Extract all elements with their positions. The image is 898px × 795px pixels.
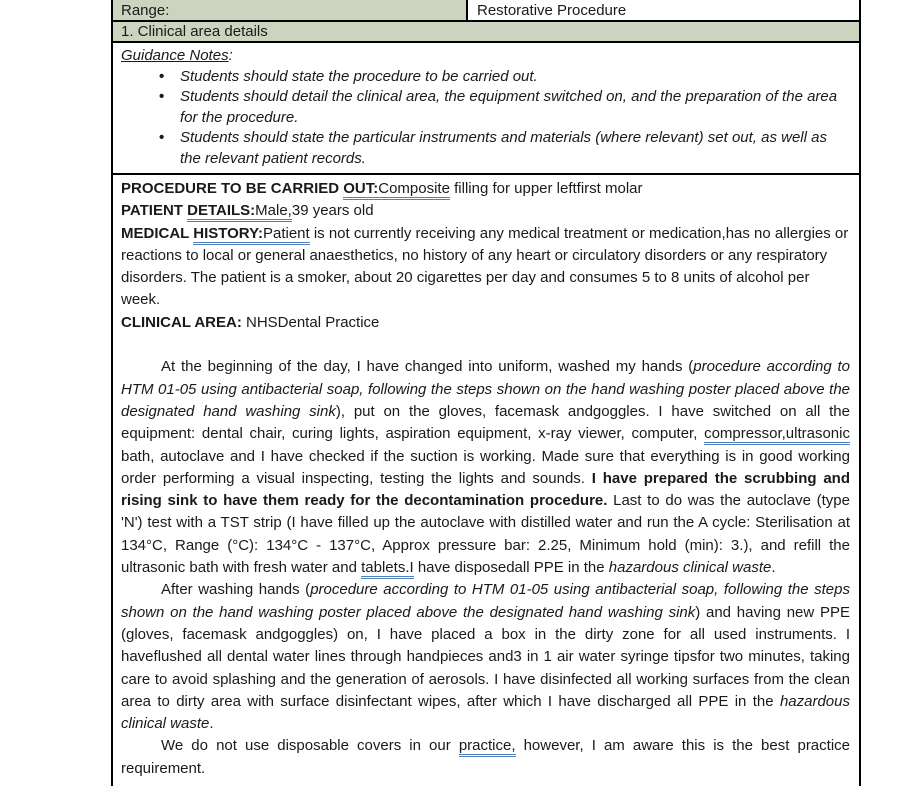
guidance-note-item: • Students should state the particular instruments and materials (where relevant) set out, as well as the relevant patient records. [121, 128, 851, 169]
text-run: procedure according to HTM 01-05 using antibacterial soap, following the steps shown on the hand washing poster placed above the designated hand washing sink [121, 581, 850, 621]
guidance-notes-cell [113, 43, 859, 175]
range-value-cell[interactable] [468, 0, 859, 20]
text-run: MEDICAL [121, 224, 194, 242]
guidance-notes-title-colon: : [228, 47, 233, 64]
text-run: At the beginning of the day, I have changed into uniform, washed my hands ( [161, 358, 694, 376]
guidance-note-item: • Students should state the procedure to be carried out. [121, 67, 851, 88]
text-run: ) and having new PPE (gloves, facemask andgoggles) on, I have placed a box in the dirty zone for all used instruments. I haveflushed all dental water lines through handpieces and3 in 1 air water syringe tipsfor two minutes, taking care to avoid splashing and the generation of aerosols. I have disinfected all working surfaces from the clean area to dirty area with surface disinfectant wipes, after which I have discharged all PPE in the [121, 603, 850, 710]
text-run: compressor,ultrasonic [704, 425, 850, 445]
text-run: I have prepared the scrubbing and rising sink to have them ready for the decontamination procedure. [121, 469, 850, 510]
guidance-notes-title [121, 46, 851, 67]
text-run: filling for upper leftfirst molar [449, 180, 643, 197]
text-run: hazardous clinical waste [121, 692, 850, 733]
guidance-notes-list [121, 67, 851, 170]
text-run: bath, autoclave and I have checked if the suction is working. Made sure that everything is in good working order performing a visual inspecting, testing the lights and sounds. [121, 447, 850, 487]
disposable-covers-paragraph [121, 735, 850, 780]
procedure-to-be-carried-out-line [121, 178, 850, 200]
text-run: 39 years old [291, 202, 374, 220]
text-run: procedure according to HTM 01-05 using antibacterial soap, following the steps shown on the hand washing poster placed above the designated hand washing sink [121, 358, 850, 420]
morning-preparation-paragraph [121, 356, 850, 579]
clinical-form-table [111, 0, 861, 786]
section-header-row [113, 22, 859, 43]
range-value: Restorative Procedure [477, 2, 627, 19]
patient-details-line [121, 200, 850, 222]
text-run: We do not use disposable covers in our [161, 737, 459, 755]
text-run: however, I am aware this is the best practice requirement. [121, 737, 850, 777]
text-run: Patient [263, 225, 310, 245]
text-run: OUT: [343, 180, 378, 200]
medical-history-paragraph [121, 223, 850, 312]
range-label-cell [113, 0, 468, 20]
text-run: After washing hands ( [161, 581, 311, 599]
text-run: practice, [459, 737, 516, 757]
text-run: Male, [255, 202, 292, 222]
range-row [113, 0, 859, 22]
blank-line [121, 334, 850, 356]
text-run: HISTORY: [193, 225, 263, 245]
text-run: NHSDental Practice [241, 313, 380, 331]
text-run: have disposedall PPE in the [413, 559, 609, 577]
text-run: ), put on the gloves, facemask andgoggles. I have switched on all the equipment: dental chair, curing lights, aspiration equipment, x-ray viewer, computer, [121, 402, 850, 443]
guidance-note-item: • Students should detail the clinical area, the equipment switched on, and the preparation of the area for the procedure. [121, 87, 851, 128]
range-label: Range: [121, 2, 170, 19]
text-run: tablets.I [361, 559, 414, 579]
text-run: hazardous clinical waste [608, 559, 772, 577]
procedure-details-cell[interactable] [113, 175, 859, 786]
after-washing-hands-paragraph [121, 579, 850, 735]
text-run: DETAILS: [187, 202, 255, 222]
text-run: Last to do was the autoclave (type 'N') test with a TST strip (I have filled up the autoclave with distilled water and run the A cycle: Sterilisation at 134°C, Range (°C): 134°C - 137°C, Approx pressure bar: 2.25, Minimum hold (min): 3.), and refill the ultrasonic bath with fresh water and [121, 492, 850, 577]
text-run: . [209, 715, 214, 733]
text-run: is not currently receiving any medical treatment or medication,has no allergies or reactions to local or general anaesthetics, no history of any heart or circulatory disorders or any respiratory disorders. The patient is a smoker, about 20 cigarettes per day and consumes 5 to 8 units of alcohol per week. [121, 224, 849, 309]
text-run: CLINICAL AREA: [121, 313, 242, 331]
clinical-area-line [121, 312, 850, 334]
text-run: PATIENT [121, 202, 188, 220]
guidance-notes-title-text: Guidance Notes [121, 47, 229, 64]
text-run: . [771, 559, 776, 577]
text-run: PROCEDURE TO BE CARRIED [121, 180, 344, 197]
section-header-title: 1. Clinical area details [121, 23, 268, 40]
text-run: Composite [378, 180, 450, 200]
